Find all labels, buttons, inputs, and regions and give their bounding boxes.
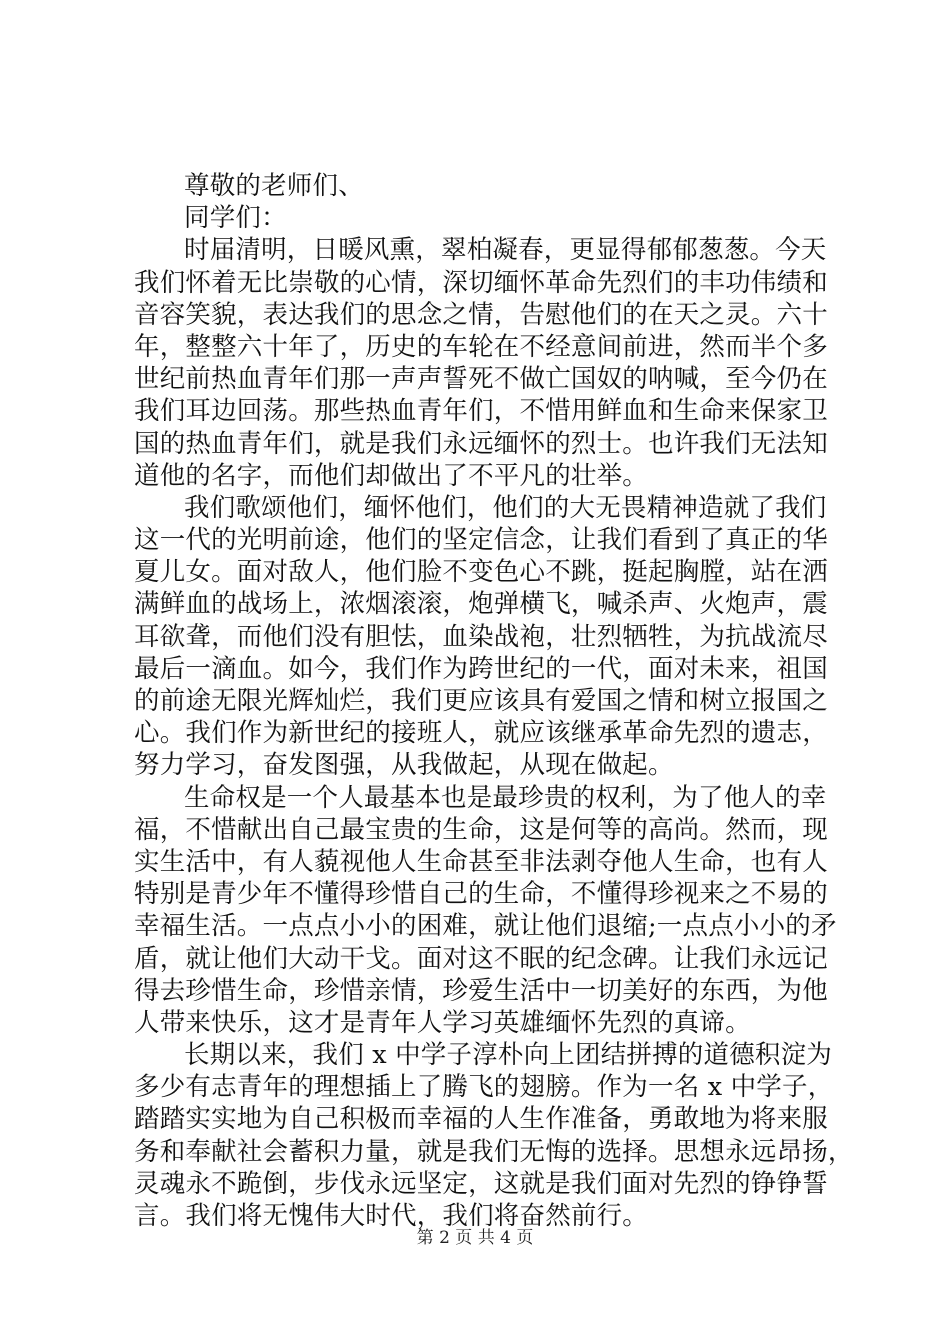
paragraph-first-line: 我们歌颂他们，缅怀他们，他们的大无畏精神造就了我们	[184, 492, 827, 523]
text-line: 最后一滴血。如今，我们作为跨世纪的一代，面对未来，祖国	[134, 653, 828, 684]
text-line: 言。我们将无愧伟大时代，我们将奋然前行。	[134, 1201, 649, 1231]
text-line: 音容笑貌，表达我们的思念之情，告慰他们的在天之灵。六十	[134, 299, 828, 330]
text-line: 灵魂永不跪倒，步伐永远坚定，这就是我们面对先烈的铮铮誓	[134, 1168, 828, 1199]
text-line: 夏儿女。面对敌人，他们脸不变色心不跳，挺起胸膛，站在洒	[134, 557, 828, 588]
text-line: 务和奉献社会蓄积力量，就是我们无悔的选择。思想永远昂扬，	[134, 1136, 854, 1167]
paragraph-first-line: 时届清明，日暖风熏，翠柏凝春，更显得郁郁葱葱。今天	[184, 235, 827, 266]
text-line: 国的热血青年们，就是我们永远缅怀的烈士。也许我们无法知	[134, 428, 828, 459]
text-line: 盾，就让他们大动干戈。面对这不眠的纪念碑。让我们永远记	[134, 943, 828, 974]
text-line: 同学们：	[184, 203, 287, 234]
text-line: 人带来快乐，这才是青年人学习英雄缅怀先烈的真谛。	[134, 1007, 751, 1038]
text-line: 实生活中，有人藐视他人生命甚至非法剥夺他人生命，也有人	[134, 846, 828, 877]
text-line: 世纪前热血青年们那一声声誓死不做亡国奴的呐喊，至今仍在	[134, 364, 828, 395]
text-line: 这一代的光明前途，他们的坚定信念，让我们看到了真正的华	[134, 525, 828, 556]
text-line: 心。我们作为新世纪的接班人，就应该继承革命先烈的遗志，	[134, 718, 828, 749]
page-footer: 第 2 页 共 4 页	[416, 1228, 534, 1248]
text-line: 我们耳边回荡。那些热血青年们，不惜用鲜血和生命来保家卫	[134, 396, 828, 427]
text-line: 满鲜血的战场上，浓烟滚滚，炮弹横飞，喊杀声、火炮声，震	[134, 589, 828, 620]
text-line: 尊敬的老师们、	[184, 171, 364, 201]
paragraph-first-line: 长期以来，我们 x 中学子淳朴向上团结拼搏的道德积淀为	[184, 1040, 832, 1071]
text-line: 的前途无限光辉灿烂，我们更应该具有爱国之情和树立报国之	[134, 686, 828, 716]
text-line: 幸福生活。一点点小小的困难，就让他们退缩;一点点小小的矛	[134, 911, 837, 942]
text-line: 努力学习，奋发图强，从我做起，从现在做起。	[134, 750, 674, 781]
text-line: 我们怀着无比崇敬的心情，深切缅怀革命先烈们的丰功伟绩和	[134, 267, 828, 298]
text-line: 得去珍惜生命，珍惜亲情，珍爱生活中一切美好的东西，为他	[134, 975, 828, 1006]
text-line: 耳欲聋，而他们没有胆怯，血染战袍，壮烈牺牲，为抗战流尽	[134, 621, 828, 652]
paragraph-first-line: 生命权是一个人最基本也是最珍贵的权利，为了他人的幸	[184, 782, 827, 813]
text-line: 特别是青少年不懂得珍惜自己的生命，不懂得珍视来之不易的	[134, 879, 828, 910]
text-line: 年，整整六十年了，历史的车轮在不经意间前进，然而半个多	[134, 331, 828, 362]
text-line: 福，不惜献出自己最宝贵的生命，这是何等的高尚。然而，现	[134, 814, 828, 845]
document-body	[134, 170, 854, 1232]
text-line: 踏踏实实地为自己积极而幸福的人生作准备，勇敢地为将来服	[134, 1104, 828, 1135]
text-line: 道他的名字，而他们却做出了不平凡的壮举。	[134, 460, 649, 491]
text-line: 多少有志青年的理想插上了腾飞的翅膀。作为一名 x 中学子，	[134, 1072, 834, 1103]
